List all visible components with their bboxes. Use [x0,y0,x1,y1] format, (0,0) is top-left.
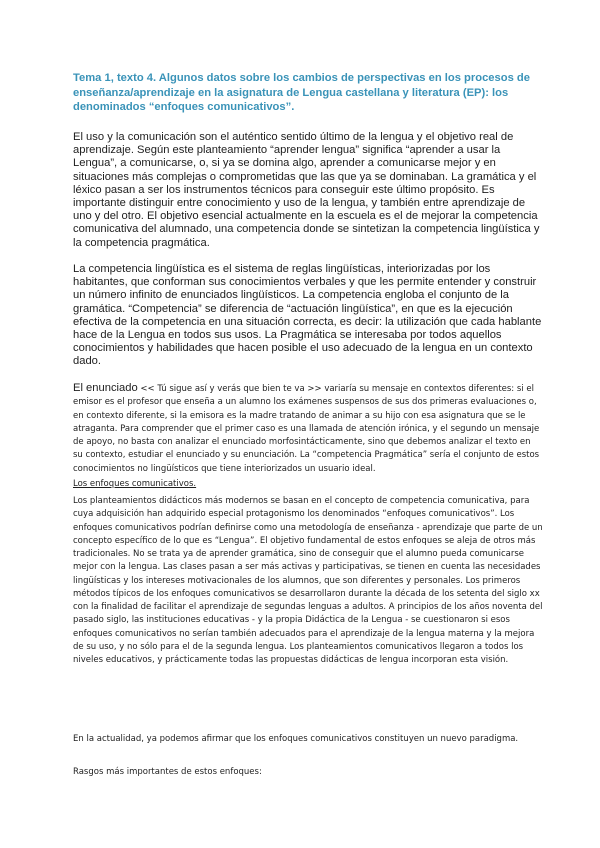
paragraph-competencia-linguistica: La competencia lingüística es el sistema de reglas lingüísticas, interiorizadas por los habitantes, que conforman sus conocimientos verbales y que les permite entender y construir un número infinito de enunciados lingüísticos. La competencia engloba el conjunto de la gramática. “Competencia” se diferencia de “actuación lingüística”, en que es la ejecución efectiva de la competencia en una situación correcta, es decir: la utilización que cada hablante hace de la Lengua en todos sus usos. La Pragmática se interesaba por todos aquellos conocimientos y habilidades que hacen posible el uso adecuado de la lengua en un contexto dado. [73,263,542,368]
enunciado-lead: El enunciado [73,382,138,394]
paragraph-rasgos: Rasgos más importantes de estos enfoques: [73,767,262,777]
paragraph-enunciado [73,382,543,476]
document-title: Tema 1, texto 4. Algunos datos sobre los cambios de perspectivas en los procesos de enseñanza/aprendizaje en la asignatura de Lengua castellana y literatura (EP): los denominados “enfoques comunicativos”. [73,72,530,114]
paragraph-actualidad: En la actualidad, ya podemos afirmar que los enfoques comunicativos constituyen un nuevo paradigma. [73,734,519,744]
paragraph-uso-comunicacion: El uso y la comunicación son el auténtico sentido último de la lengua y el objetivo real de aprendizaje. Según este planteamiento “aprender lengua” significa “aprender a usar la Lengua”, a comunicarse, o, si ya se domina algo, aprender a comunicarse mejor y en situaciones más complejas o comprometidas que las que ya se dominaban. La gramática y el léxico pasan a ser los instrumentos técnicos para conseguir este último propósito. Es importante distinguir entre conocimiento y uso de la lengua, y también entre aprendizaje de uno y del otro. El objetivo esencial actualmente en la escuela es el de mejorar la competencia comunicativa del alumnado, una competencia donde se sintetizan la competencia lingüística y la competencia pragmática. [73,131,540,249]
paragraph-planteamientos: Los planteamientos didácticos más modernos se basan en el concepto de competencia comunicativa, para cuya adquisición han adquirido especial protagonismo los denominados “enfoques comunicativos”. Los enfoques comunicativos podrían definirse como una metodología de enseñanza - aprendizaje que parte de un concepto específico de lo que es “Lengua”. El objetivo fundamental de estos enfoques se aleja de otros más tradicionales. No se trata ya de aprender gramática, sino de conseguir que el alumno pueda comunicarse mejor con la lengua. Las clases pasan a ser más activas y participativas, se tienen en cuenta las necesidades lingüísticas y los intereses motivacionales de los alumnos, que son diferentes y personales. Los primeros métodos típicos de los enfoques comunicativos se desarrollaron durante la década de los setenta del siglo xx con la finalidad de facilitar el aprendizaje de segundas lenguas a adultos. A principios de los años noventa del pasado siglo, las instituciones educativas - y la propia Didáctica de la Lengua - se cuestionaron si esos enfoques comunicativos no serían también adecuados para el aprendizaje de la lengua materna y la mejora de su uso, y no sólo para el de la segunda lengua. Los planteamientos comunicativos llegaron a todos los niveles educativos, y prácticamente todas las propuestas didácticas de lengua incorporan esta visión. [73,496,543,665]
enunciado-body: << Tú sigue así y verás que bien te va >> variaría su mensaje en contextos diferentes: si el emisor es el profesor que enseña a un alumno los exámenes suspensos de sus dos primeras evaluaciones o, en contexto diferente, si la emisora es la madre tratando de animar a su hijo con esa asignatura que se le atraganta. Para comprender que el primer caso es una llamada de atención irónica, y el segundo un mensaje de apoyo, no basta con analizar el enunciado morfosintácticamente, sino que debemos analizar el texto en su contexto, estudiar el enunciado y su enunciación. La “competencia Pragmática” sería el conjunto de estos conocimientos no lingüísticos que tiene interiorizados un usuario ideal. [73,384,540,474]
section-heading-enfoques: Los enfoques comunicativos. [73,479,197,489]
